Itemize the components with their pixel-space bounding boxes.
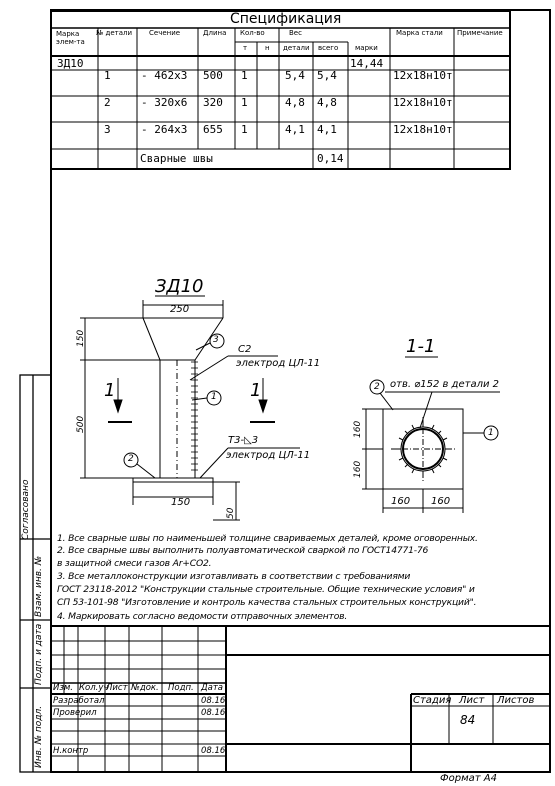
header-weight-part: детали: [283, 44, 310, 52]
callout-3: 3: [213, 335, 219, 345]
row-section: - 462х3: [141, 69, 188, 82]
weld-c2: C2: [238, 344, 252, 355]
dim-150-bottom: 150: [171, 497, 191, 508]
header-qty-t: т: [243, 44, 248, 52]
header-section: Сечение: [149, 29, 181, 37]
sec-callout-2: 2: [374, 382, 380, 392]
header-qty: Кол-во: [240, 29, 265, 37]
row-weight-part: 4,8: [285, 96, 305, 109]
row-steel: 12х18н10т: [393, 69, 453, 82]
side-orig-inv: Инв. № подл.: [34, 705, 44, 768]
header-qty-n: н: [265, 44, 270, 52]
section-mark-left: 1: [104, 380, 116, 401]
drawing-title: ЗД10: [155, 276, 204, 297]
row-weight-total: 4,8: [317, 96, 337, 109]
tb-format: Формат А4: [440, 773, 497, 784]
row-steel: 12х18н10т: [393, 123, 453, 136]
electrode-1: электрод ЦЛ-11: [236, 358, 321, 369]
section-title: 1-1: [406, 336, 436, 357]
header-weight-total: всего: [318, 44, 339, 52]
note-line: ГОСТ 23118-2012 "Конструкции стальные строительные. Общие технические условия" и: [57, 584, 475, 595]
side-agreed: Согласовано: [21, 479, 31, 540]
row-section: - 264х3: [141, 123, 188, 136]
row-length: 500: [203, 69, 223, 82]
header-mark: Марка элем-та: [56, 30, 85, 46]
row-section: - 320х6: [141, 96, 188, 109]
sec-dim-160-left: 160: [391, 496, 411, 507]
tb-col-izm: Изм.: [53, 683, 73, 693]
tb-sheet: Лист: [459, 695, 485, 706]
tb-col-doc: №док.: [131, 683, 159, 693]
tb-col-kol: Кол.уч: [79, 683, 109, 693]
tb-ncontrol: Н.контр: [53, 746, 89, 756]
spec-title: Спецификация: [230, 11, 342, 27]
tb-sheet-number: 84: [460, 713, 476, 727]
tb-developed: Разработал: [53, 696, 105, 706]
side-sign-date: Подп. и дата: [34, 623, 44, 685]
tb-col-date: Дата: [201, 683, 224, 693]
row-steel: 12х18н10т: [393, 96, 453, 109]
hole-note: отв. ⌀152 в детали 2: [390, 379, 500, 390]
sec-callout-1: 1: [488, 428, 494, 438]
header-weight-mark: марки: [355, 44, 378, 52]
callout-2: 2: [128, 454, 134, 464]
header-weight: Вес: [289, 29, 302, 37]
side-replace-inv: Взам. инв. №: [34, 555, 44, 617]
tb-col-sign: Подп.: [168, 683, 194, 693]
tb-date-ncontrol: 08.16: [201, 746, 226, 756]
row-weight-total: 4,1: [317, 123, 337, 136]
section-mark-right: 1: [250, 380, 262, 401]
row-weight-part: 4,1: [285, 123, 305, 136]
weld-t3: Т3-◺3: [228, 435, 259, 446]
element-mark: ЗД10: [57, 57, 84, 70]
row-part-no: 2: [104, 96, 111, 109]
header-steel: Марка стали: [396, 29, 443, 37]
welds-weight: 0,14: [317, 152, 344, 165]
note-line: в защитной смеси газов Ar+CO2.: [57, 558, 212, 569]
header-length: Длина: [203, 29, 227, 37]
tb-col-list: Лист: [106, 683, 128, 693]
tb-checked: Проверил: [53, 708, 97, 718]
element-weight: 14,44: [350, 57, 384, 70]
row-qty: 1: [241, 123, 248, 136]
sec-dim-160-right: 160: [431, 496, 451, 507]
header-part-no: № детали: [96, 29, 133, 37]
row-qty: 1: [241, 69, 248, 82]
tb-stage: Стадия: [413, 695, 452, 706]
row-part-no: 1: [104, 69, 111, 82]
sec-dim-160-bottom: 160: [353, 460, 363, 478]
dim-50: 50: [226, 507, 236, 519]
tb-date-developed: 08.16: [201, 696, 226, 706]
electrode-2: электрод ЦЛ-11: [226, 450, 311, 461]
dim-150-left: 150: [76, 329, 86, 347]
dim-top: 250: [170, 304, 190, 315]
row-weight-part: 5,4: [285, 69, 305, 82]
row-weight-total: 5,4: [317, 69, 337, 82]
header-note: Примечание: [457, 29, 503, 37]
welds-label: Сварные швы: [140, 152, 213, 165]
row-qty: 1: [241, 96, 248, 109]
tb-date-checked: 08.16: [201, 708, 226, 718]
note-line: 3. Все металлоконструкции изготавливать в соответствии с требованиями: [57, 571, 411, 582]
note-line: 4. Маркировать согласно ведомости отправочных элементов.: [57, 611, 348, 622]
dim-500: 500: [76, 415, 86, 433]
row-part-no: 3: [104, 123, 111, 136]
row-length: 320: [203, 96, 223, 109]
row-length: 655: [203, 123, 223, 136]
note-line: 2. Все сварные швы выполнить полуавтоматической сваркой по ГОСТ14771-76: [57, 545, 429, 556]
tb-sheets: Листов: [497, 695, 535, 706]
sec-dim-160-top: 160: [353, 420, 363, 438]
note-line: СП 53-101-98 "Изготовление и контроль качества стальных строительных конструкций".: [57, 597, 477, 608]
callout-1: 1: [211, 392, 217, 402]
note-line: 1. Все сварные швы по наименьшей толщине свариваемых деталей, кроме оговоренных.: [57, 533, 478, 544]
